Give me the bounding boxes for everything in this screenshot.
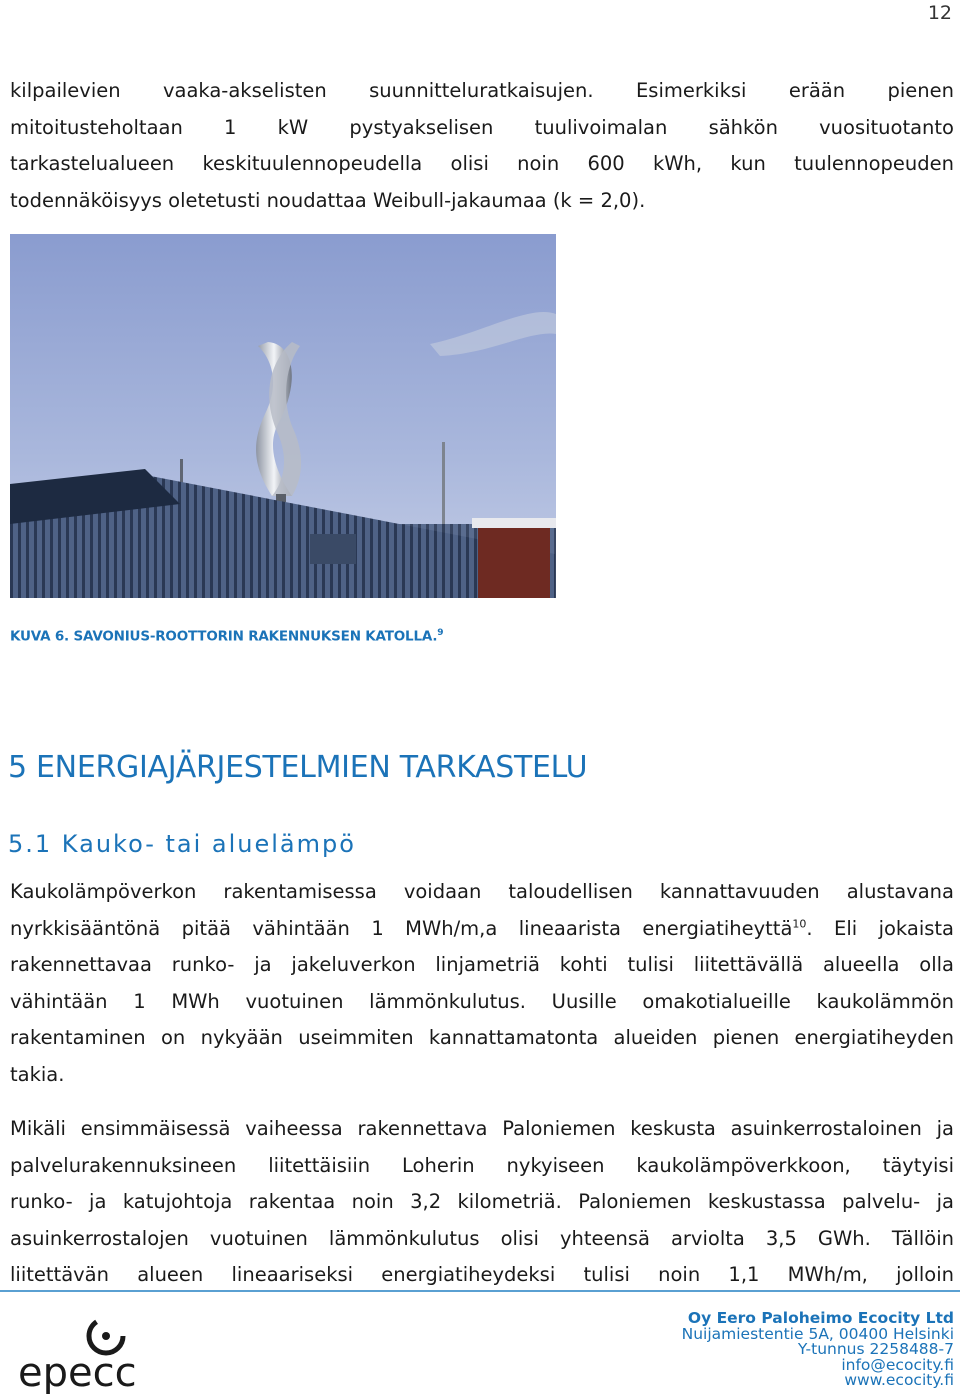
text-line: palvelurakennuksineen liitettäisiin Loherin nykyiseen kaukolämpöverkkoon, täytyisi [10,1153,954,1177]
company-website[interactable]: www.ecocity.fi [844,1371,954,1389]
subsection-heading: 5.1 Kauko- tai aluelämpö [8,830,356,858]
chimney-snow [472,518,556,528]
text-line: todennäköisyys oletetusti noudattaa Weibull-jakaumaa (k = 2,0). [10,188,646,212]
company-email[interactable]: info@ecocity.fi [841,1355,954,1374]
text-line: asuinkerrostalojen vuotuinen lämmönkulutus olisi yhteensä arviolta 3,5 GWh. Tällöin [10,1226,954,1250]
rooftop-box [310,534,356,564]
text-line [10,911,954,948]
text-segment: . Eli jokaista [806,916,955,940]
company-info [682,1311,954,1389]
paragraph-paloniemi [10,1111,954,1294]
figure-caption [10,628,443,645]
text-line: Mikäli ensimmäisessä vaiheessa rakennettava Paloniemen keskusta asuinkerrostaloinen ja [10,1117,954,1140]
section-heading: 5 ENERGIAJÄRJESTELMIEN TARKASTELU [8,750,588,785]
logo-dot [102,1332,110,1340]
text-line: rakentaminen on nykyään useimmiten kannattamatonta alueiden pienen energiatiheyden [10,1026,954,1050]
page-number: 12 [927,2,952,24]
company-address: Nuijamiestentie 5A, 00400 Helsinki [681,1324,954,1343]
text-line: rakennettavaa runko- ja jakeluverkon linjametriä kohti tulisi liitettävällä alueella olla [10,953,954,977]
text-line: kilpailevien vaaka-akselisten suunnitteluratkaisujen. Esimerkiksi erään pienen [10,79,954,102]
text-line: mitoitusteholtaan 1 kW pystyakselisen tuulivoimalan sähkön vuosituotanto [10,115,954,139]
metal-cladding [10,524,556,598]
text-line: vähintään 1 MWh vuotuinen lämmönkulutus. Uusille omakotialueille kaukolämmön [10,989,954,1013]
text-segment: nyrkkisääntönä pitää vähintään 1 MWh/m,a lineaarista energiatiheyttä [10,916,793,940]
caption-footnote-ref: 9 [437,628,444,638]
caption-text: KUVA 6. SAVONIUS-ROOTTORIN RAKENNUKSEN KATOLLA. [10,628,438,645]
text-line: tarkastelualueen keskituulennopeudella olisi noin 600 kWh, kun tuulennopeuden [10,152,954,176]
text-line: Kaukolämpöverkon rakentamisessa voidaan taloudellisen kannattavuuden alustavana [10,880,954,903]
epecc-logo [14,1314,154,1394]
paragraph-district-heating [10,874,954,1094]
paragraph-intro [10,73,954,219]
brick-chimney [478,522,550,598]
company-name: Oy Eero Paloheimo Ecocity Ltd [687,1309,954,1327]
text-line: takia. [10,1062,65,1086]
text-line: liitettävän alueen lineaariseksi energiatiheydeksi tulisi noin 1,1 MWh/m, jolloin [10,1263,954,1287]
business-id: Y-tunnus 2258488-7 [797,1340,954,1358]
footer-divider [0,1290,960,1292]
logo-text: epecc [18,1350,137,1394]
footnote-ref: 10 [792,917,807,931]
rooftop-turbine-photo [10,234,556,598]
text-line: runko- ja katujohtoja rakentaa noin 3,2 kilometriä. Paloniemen keskustassa palvelu- ja [10,1190,954,1214]
